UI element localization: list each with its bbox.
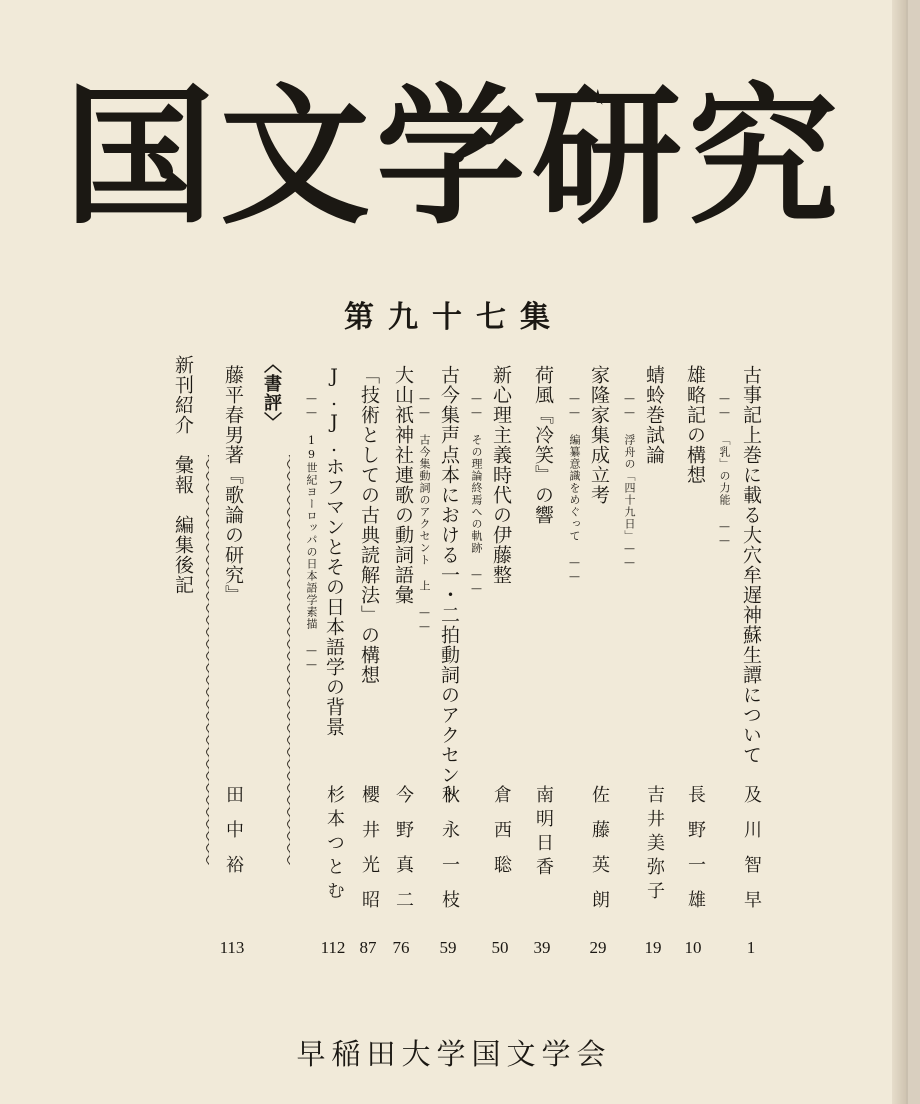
- journal-title: 国文学研究: [63, 69, 844, 245]
- toc-title[interactable]: 古今集声点本における一・二拍動詞のアクセント: [438, 365, 460, 805]
- toc-page-number: 50: [491, 938, 509, 957]
- publisher-name: 早稲田大学国文学会: [296, 1037, 612, 1071]
- toc-author: 佐藤英朗: [589, 785, 610, 925]
- toc-author: 秋永一枝: [439, 785, 460, 925]
- review-page-number: 113: [219, 938, 245, 957]
- toc-author: 及川智早: [741, 785, 762, 925]
- toc-subtitle: —— 浮舟の「四十九日」——: [623, 392, 636, 570]
- toc-author: 吉井美弥子: [644, 785, 665, 905]
- review-header: 〈書評〉: [261, 355, 282, 431]
- toc-author: 倉西聡: [491, 785, 512, 890]
- toc-page-number: 10: [684, 938, 702, 957]
- toc-author: 櫻井光昭: [359, 785, 380, 925]
- wavy-divider: [205, 455, 209, 865]
- wavy-divider: [286, 455, 290, 865]
- toc-author: 杉本つとむ: [324, 785, 345, 905]
- toc-subtitle: —— 「乳」の力能 ——: [718, 392, 731, 548]
- review-author: 田中裕: [223, 785, 244, 890]
- toc-page-number: 76: [392, 938, 410, 957]
- toc-page-number: 19: [644, 938, 662, 957]
- toc-page-number: 1: [746, 938, 756, 957]
- toc-title[interactable]: 大山祇神社連歌の動詞語彙: [392, 365, 414, 605]
- toc-title[interactable]: 荷風『冷笑』の響: [532, 365, 554, 525]
- toc-title[interactable]: 古事記上巻に載る大穴牟遅神蘇生譚について: [740, 365, 762, 765]
- toc-author: 南明日香: [533, 785, 554, 881]
- review-title[interactable]: 藤平春男著『歌論の研究』: [222, 365, 244, 605]
- misc-sections[interactable]: 新刊紹介 彙報 編集後記: [172, 355, 194, 595]
- toc-title[interactable]: 蜻蛉巻試論: [643, 365, 665, 465]
- volume-number: 第九十七集: [344, 300, 564, 335]
- toc-subtitle: —— 古今集動詞のアクセント 上 ——: [418, 392, 431, 634]
- toc-author: 長野一雄: [685, 785, 706, 925]
- toc-subtitle: —— 編纂意識をめぐって ——: [568, 392, 581, 584]
- toc-title[interactable]: J.J.ホフマンとその日本語学の背景: [323, 365, 345, 737]
- toc-title[interactable]: 家隆家集成立考: [588, 365, 610, 505]
- toc-title[interactable]: 雄略記の構想: [684, 365, 706, 485]
- toc-page-number: 59: [439, 938, 457, 957]
- toc-subtitle: —— 19世紀ヨーロッパの日本語学素描 ——: [305, 392, 318, 672]
- toc-page-number: 87: [359, 938, 377, 957]
- toc-subtitle: —— その理論終焉への軌跡 ——: [470, 392, 483, 596]
- toc-title[interactable]: 新心理主義時代の伊藤整: [490, 365, 512, 585]
- toc-author: 今野真二: [393, 785, 414, 925]
- toc-title[interactable]: 「技術としての古典読解法」の構想: [358, 365, 380, 685]
- toc-page-number: 112: [320, 938, 346, 957]
- toc-page-number: 39: [533, 938, 551, 957]
- toc-page-number: 29: [589, 938, 607, 957]
